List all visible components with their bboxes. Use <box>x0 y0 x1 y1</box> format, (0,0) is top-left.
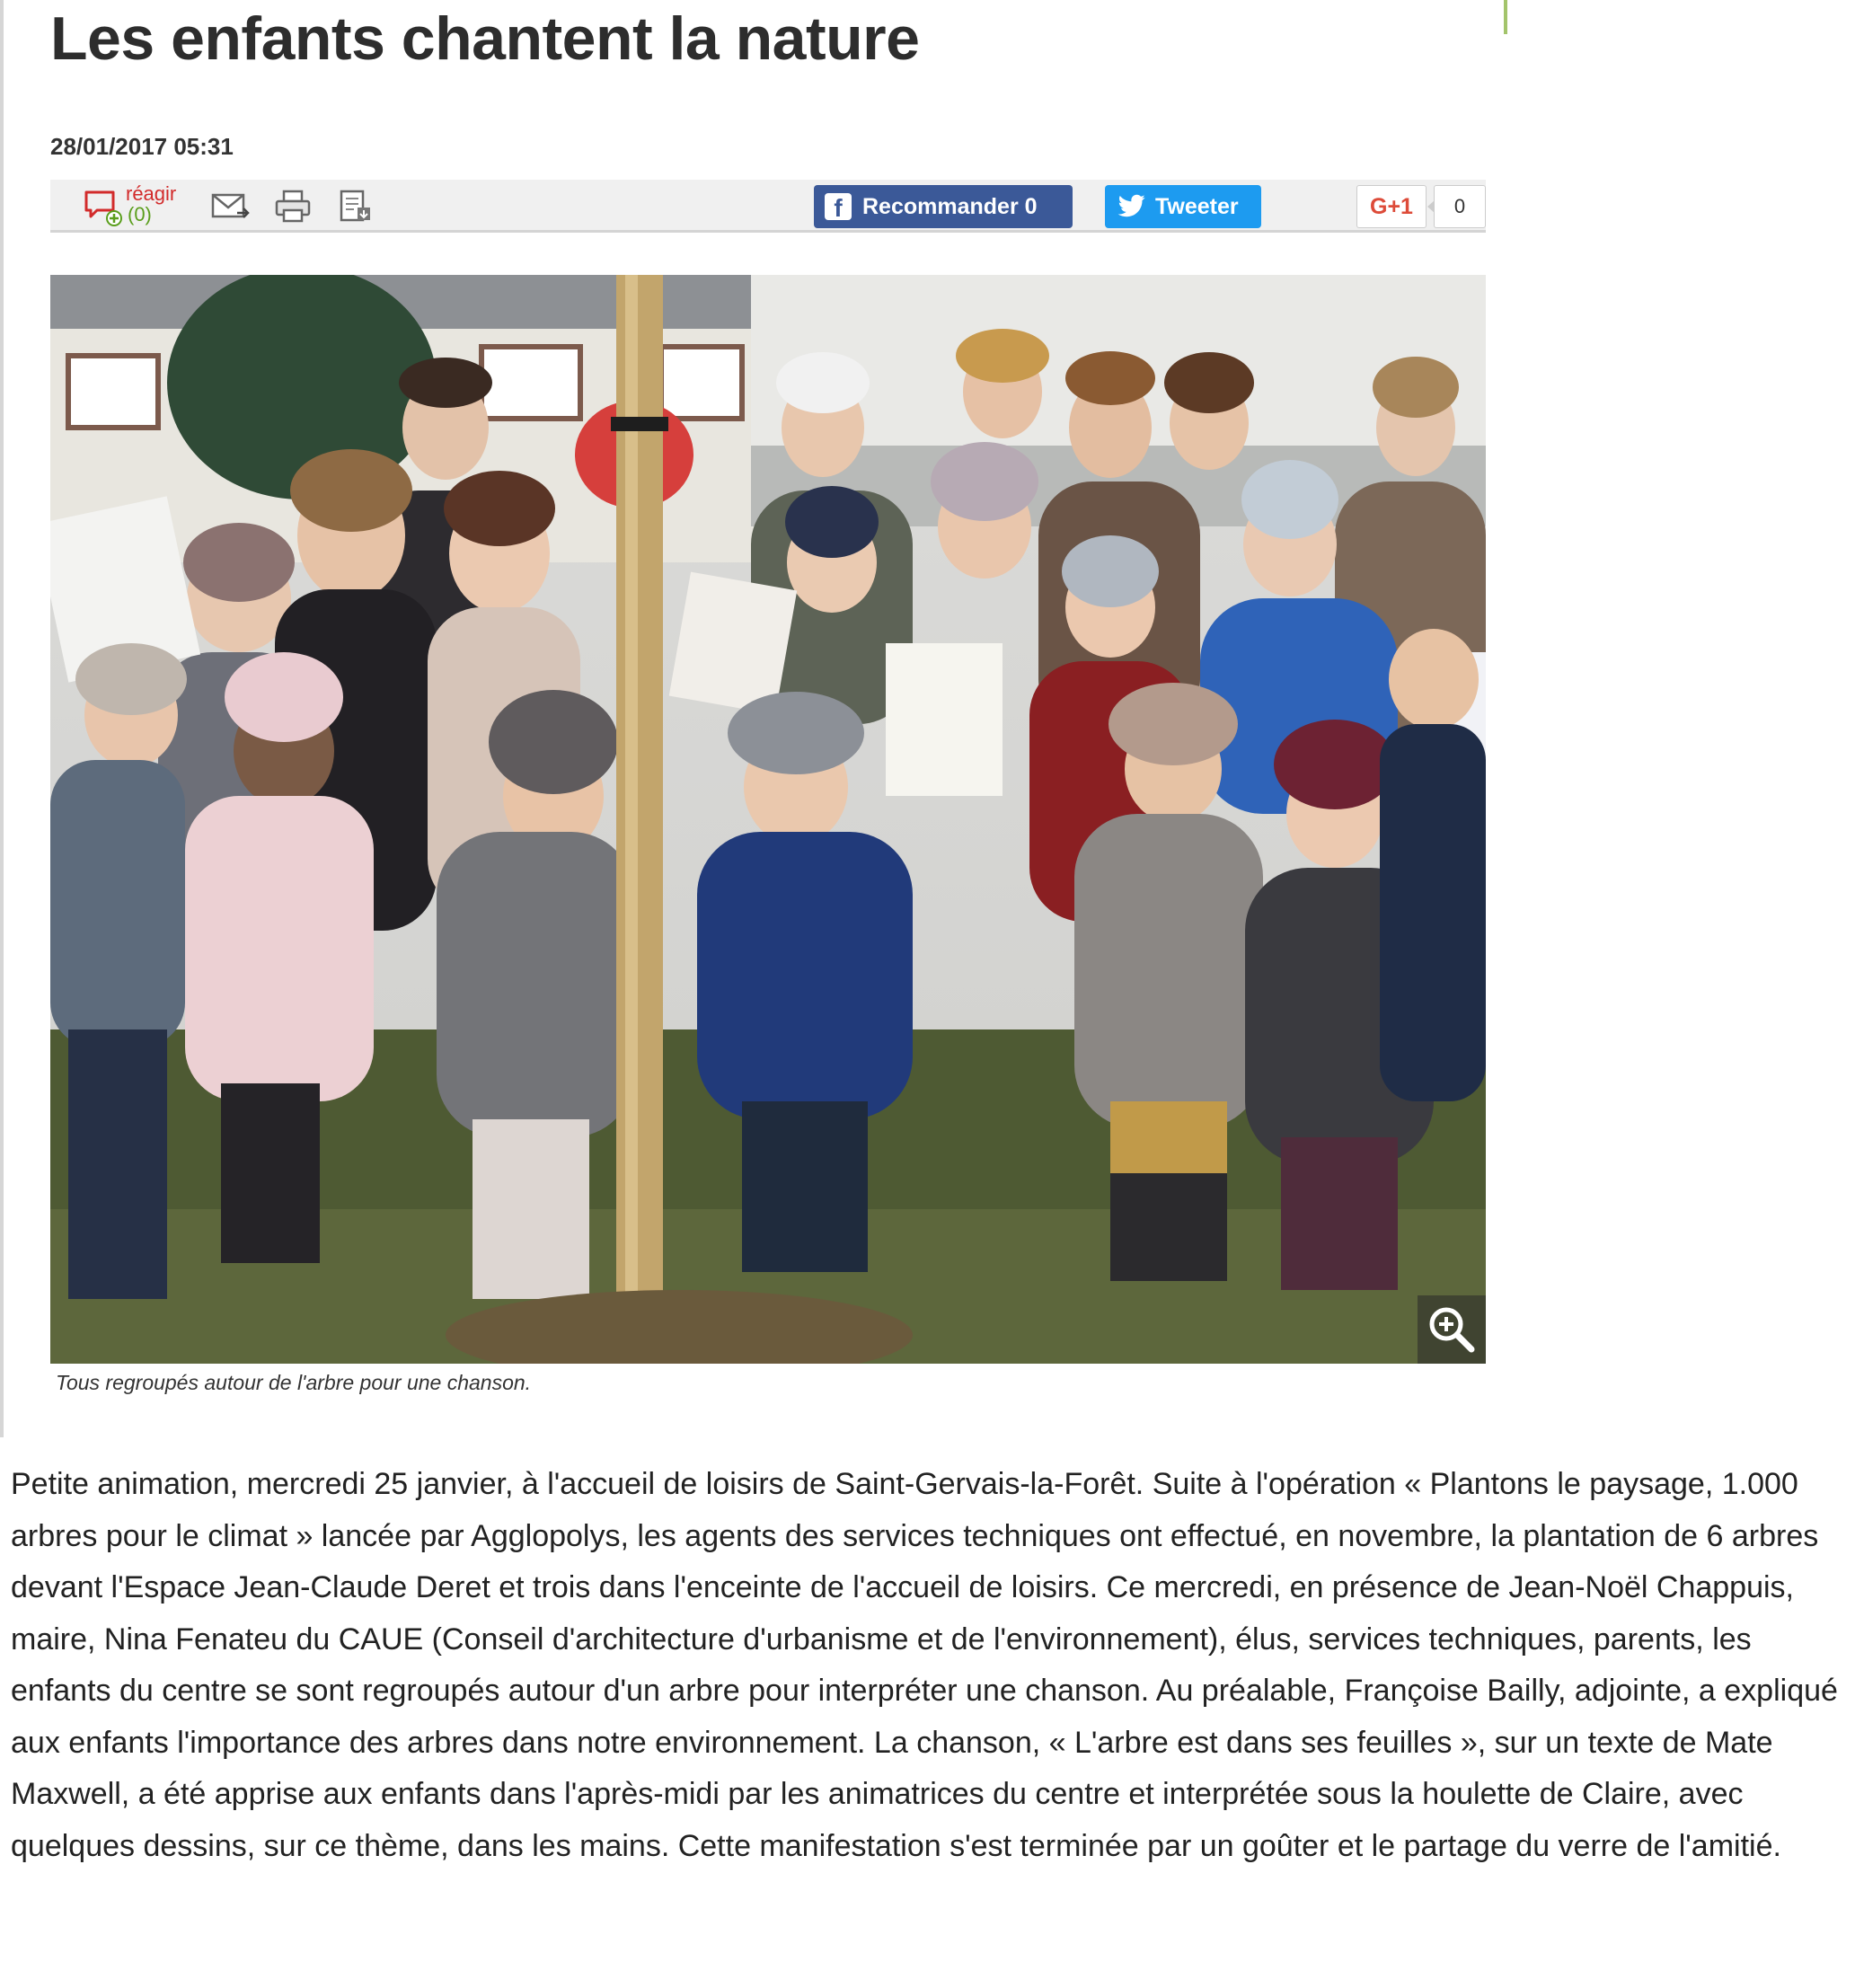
save-button[interactable] <box>336 189 377 225</box>
react-button[interactable] <box>83 183 199 228</box>
article-body: Petite animation, mercredi 25 janvier, à l'accueil de loisirs de Saint-Gervais-la-Forêt. Suite à l'opération « Plantons le paysage, 1.000 arbres pour le climat » lancée par Agglopolys, les agents des services techniques ont effectué, en novembre, la plantation de 6 arbres devant l'Espace Jean-Claude Deret et trois dans l'enceinte de l'accueil de loisirs. Ce mercredi, en présence de Jean-Noël Chappuis, maire, Nina Fenateu du CAUE (Conseil d'architecture d'urbanisme et de l'environnement), élus, services techniques, parents, les enfants du centre se sont regroupés autour d'un arbre pour interpréter une chanson. Au préalable, Françoise Bailly, adjointe, a expliqué aux enfants l'importance des arbres dans notre environnement. La chanson, « L'arbre est dans ses feuilles », sur un texte de Mate Maxwell, a été apprise aux enfants dans l'après-midi par les animatrices du centre et interprétée sous la houlette de Claire, avec quelques dessins, sur ce thème, dans les mains. Cette manifestation s'est terminée par un goûter et le partage du verre de l'amitié. <box>11 1467 1838 1863</box>
article-date: 28/01/2017 05:31 <box>50 133 234 160</box>
article-photo[interactable] <box>50 275 1486 1364</box>
zoom-button[interactable] <box>1418 1295 1486 1364</box>
facebook-icon: f <box>825 193 852 220</box>
accent-rule <box>1504 0 1507 34</box>
zoom-in-icon <box>1418 1295 1486 1364</box>
facebook-recommend-label: Recommander 0 <box>862 193 1038 219</box>
twitter-bird-icon <box>1117 194 1146 219</box>
twitter-tweet-label: Tweeter <box>1155 193 1239 219</box>
react-label: réagir <box>126 182 177 205</box>
print-button[interactable] <box>273 189 314 225</box>
facebook-recommend-button[interactable] <box>814 185 1073 228</box>
left-border <box>0 0 4 1437</box>
twitter-tweet-button[interactable] <box>1105 185 1261 228</box>
email-button[interactable] <box>210 189 252 225</box>
article-title: Les enfants chantent la nature <box>50 4 920 73</box>
email-icon <box>210 189 252 225</box>
google-plus-button[interactable]: G+1 <box>1356 185 1427 228</box>
react-count: (0) <box>128 203 152 225</box>
group-photo-illustration <box>50 275 1486 1364</box>
share-toolbar <box>50 180 1486 233</box>
print-icon <box>273 189 314 225</box>
document-save-icon <box>336 189 377 225</box>
photo-caption: Tous regroupés autour de l'arbre pour une chanson. <box>56 1371 532 1394</box>
comment-icon <box>83 187 124 228</box>
google-plus-count: 0 <box>1434 185 1486 228</box>
